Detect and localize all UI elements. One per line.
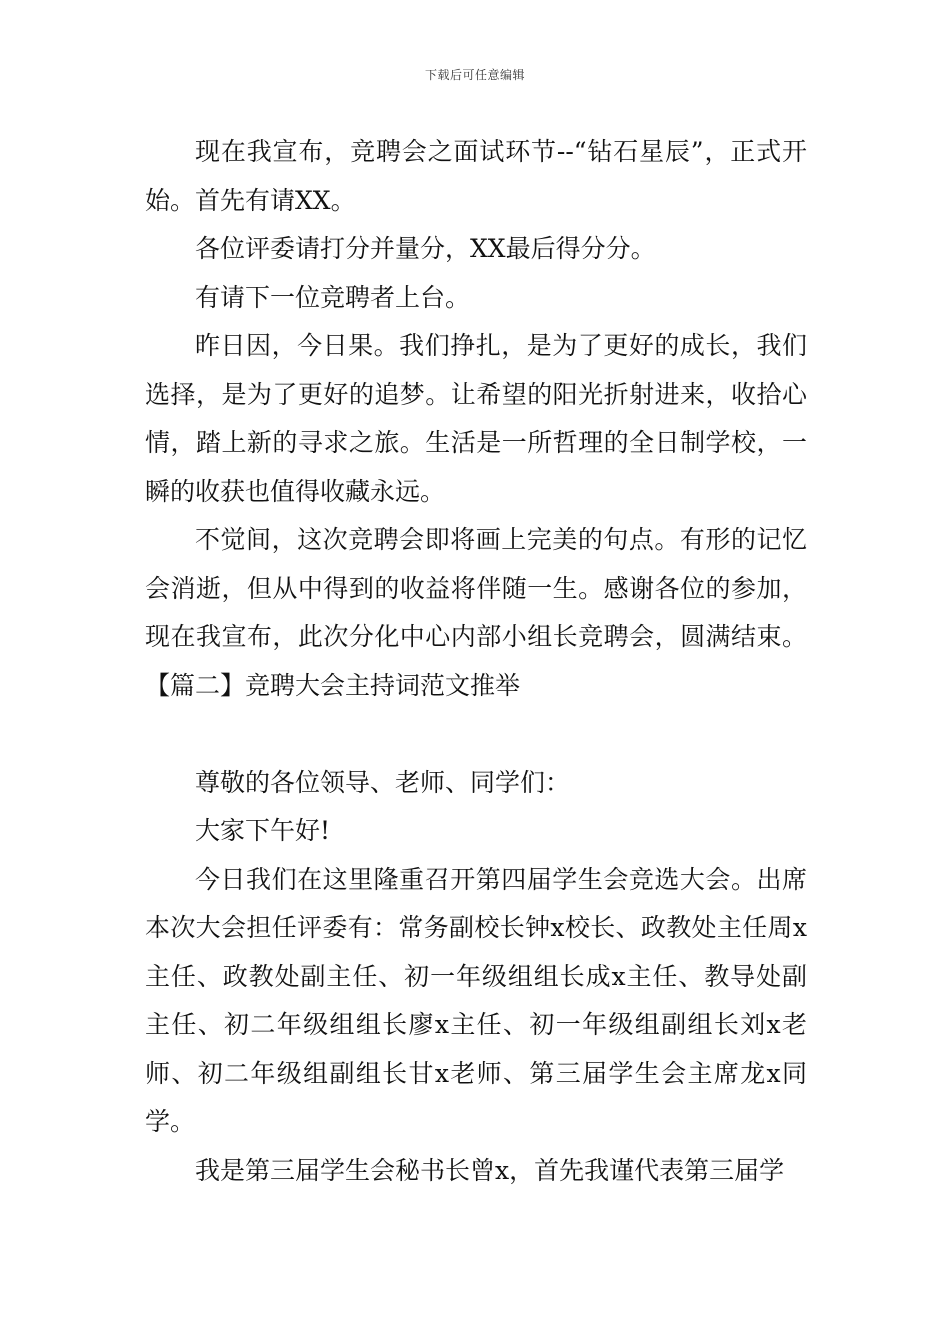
paragraph: 各位评委请打分并量分，XX最后得分分。 xyxy=(195,234,656,263)
page-header: 下载后可任意编辑 xyxy=(424,68,525,82)
paragraph: 我是第三届学生会秘书长曾x，首先我谨代表第三届学 xyxy=(195,1155,785,1185)
paragraph: 大家下午好! xyxy=(195,816,331,845)
paragraph: 不觉间，这次竞聘会即将画上完美的句点。有形的记忆会消逝，但从中得到的收益将伴随一生。感谢各位的参加，现在我宣布，此次分化中心内部小组长竞聘会，圆满结束。【篇二】竞聘大会主持词范文推举 xyxy=(145,525,807,700)
blank-line xyxy=(145,710,807,759)
paragraph: 昨日因，今日果。我们挣扎，是为了更好的成长，我们选择，是为了更好的追梦。让希望的阳光折射进来，收拾心情，踏上新的寻求之旅。生活是一所哲理的全日制学校，一瞬的收获也值得收藏永远。 xyxy=(145,331,807,506)
paragraph: 现在我宣布，竞聘会之面试环节--“钻石星辰”，正式开始。首先有请XX。 xyxy=(145,137,807,215)
paragraph: 尊敬的各位领导、老师、同学们： xyxy=(195,767,571,797)
paragraph: 今日我们在这里隆重召开第四届学生会竞选大会。出席本次大会担任评委有：常务副校长钟x校长、政教处主任周x主任、政教处副主任、初一年级组组长成x主任、教导处副主任、初二年级组组长廖x主任、初一年级组副组长刘x老师、初二年级组副组长甘x老师、第三届学生会主席龙x同学。 xyxy=(145,864,807,1136)
paragraph: 有请下一位竞聘者上台。 xyxy=(195,282,471,312)
document-body xyxy=(145,128,807,1195)
